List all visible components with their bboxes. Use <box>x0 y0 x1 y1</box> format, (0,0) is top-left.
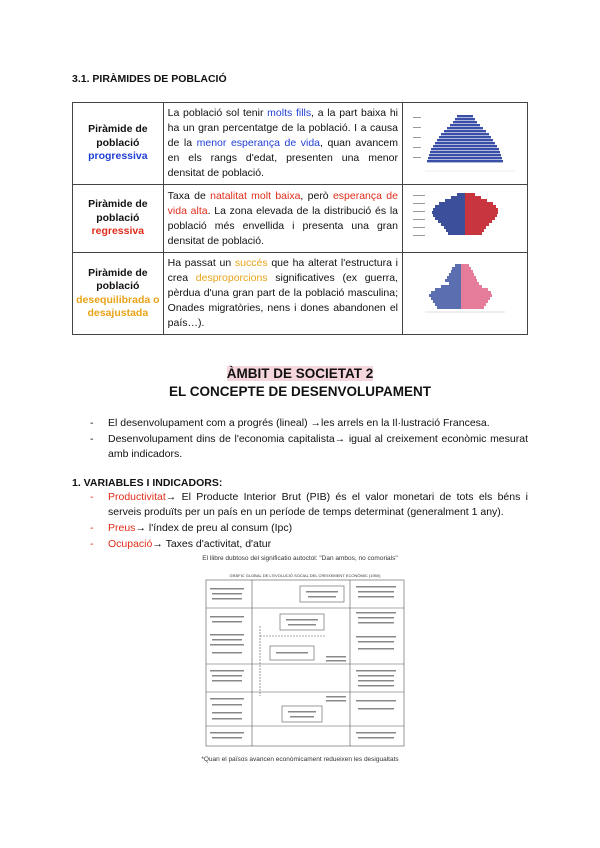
pyramid-image-cell <box>403 103 528 185</box>
variables-list <box>90 490 528 553</box>
list-item-text: Desenvolupament dins de l'economia capitalista→ igual al creixement econòmic mesurat amb indicadors. <box>108 433 528 460</box>
dash-icon: - <box>90 417 94 429</box>
desc-highlight: menor esperança de vida <box>196 137 321 149</box>
dash-icon: - <box>90 433 94 445</box>
variable-term: Productivitat <box>108 491 166 503</box>
pyramid-type-cell <box>73 253 164 335</box>
table-row <box>73 253 528 335</box>
variables-title: 1. VARIABLES I INDICADORS: <box>72 477 223 489</box>
pyramid-table <box>72 102 528 335</box>
pyramid-type-cell <box>73 185 164 253</box>
list-item <box>90 432 528 462</box>
desc-text: Taxa de <box>167 189 211 202</box>
desc-text: , a la part baixa hi ha un gran percentatge de la població. I a causa de la <box>167 107 398 149</box>
development-diagram <box>200 566 410 752</box>
progressive-pyramid-chart <box>405 107 525 175</box>
desc-text: Ha passat un <box>167 257 235 269</box>
variable-text: → l'índex de preu al consum (Ipc) <box>135 522 293 534</box>
desc-highlight: molts fills <box>267 107 312 119</box>
desc-text: significatives (ex guerra, pèrdua d'una gran part de la població masculina; Onades migratòries, nens i dones abandonen el país…). <box>167 272 398 329</box>
pyramid-type-cell <box>73 103 164 185</box>
pyramid-name: Piràmide de població <box>88 198 148 224</box>
dash-icon: - <box>90 491 94 503</box>
list-item <box>90 416 528 431</box>
pyramid-image-cell <box>403 185 528 253</box>
list-item <box>90 521 528 536</box>
pyramid-description <box>163 185 402 253</box>
dash-icon: - <box>90 522 94 534</box>
pyramid-description <box>163 253 402 335</box>
desc-text: . La zona elevada de la distribució és la població més envellida i presenta una gran densitat de població. <box>167 204 399 247</box>
variable-text: → El Producte Interior Brut (PIB) és el valor monetari de tots els béns i serveis produïts per un país en un període de temps determinat (generalment 1 any). <box>108 491 528 518</box>
pyramid-type: regressiva <box>91 225 145 238</box>
unbalanced-pyramid-chart <box>405 256 525 326</box>
desc-text: , però <box>300 189 333 202</box>
section-title: 3.1. PIRÀMIDES DE POBLACIÓ <box>72 73 227 85</box>
desc-highlight: succés <box>234 257 268 269</box>
desc-text: La població sol tenir <box>167 107 268 119</box>
list-item <box>90 537 528 552</box>
variable-term: Ocupació <box>108 538 153 550</box>
pyramid-description <box>163 103 402 185</box>
pyramid-type: progressiva <box>88 150 148 163</box>
desc-highlight: esperança de vida alta <box>167 189 398 217</box>
pyramid-type: desequilibrada o desajustada <box>76 293 160 319</box>
pyramid-image-cell <box>403 253 528 335</box>
desc-text: que ha alterat l'estructura i crea <box>167 257 398 284</box>
regressive-pyramid-chart <box>405 187 525 245</box>
desc-highlight: natalitat molt baixa <box>210 189 301 202</box>
figure-caption-top: El llibre dubtoso del significatio autoctol: "Dan ambos, no comorials" <box>202 555 398 562</box>
dash-icon: - <box>90 538 94 550</box>
concept-title: EL CONCEPTE DE DESENVOLUPAMENT <box>168 384 432 399</box>
desc-highlight: desproporcions <box>195 272 268 284</box>
variable-term: Preus <box>108 522 136 534</box>
pyramid-name: Piràmide de població <box>88 123 148 149</box>
ambit-title-text: ÀMBIT DE SOCIETAT 2 <box>226 366 374 381</box>
figure-caption-bottom: *Quan el països avancen econòmicament redueixen les desigualtats <box>201 756 399 763</box>
variable-text: → Taxes d'activitat, d'atur <box>152 538 272 550</box>
desc-text: , quan avancem en els rangs d'edat, presenten una menor densitat de població. <box>167 137 399 179</box>
table-row <box>73 185 528 253</box>
list-item <box>90 490 528 520</box>
table-row <box>73 103 528 185</box>
ambit-title <box>0 366 600 381</box>
diagram-title: GRÀFIC GLOBAL DE L'EVOLUCIÓ SOCIAL DEL CREIXEMENT ECONÒMIC (1950) <box>229 573 381 578</box>
pyramid-name: Piràmide de població <box>88 266 148 292</box>
intro-list <box>90 416 528 463</box>
list-item-text: El desenvolupament com a progrés (lineal) →les arrels en la Il·lustració Francesa. <box>108 417 490 429</box>
